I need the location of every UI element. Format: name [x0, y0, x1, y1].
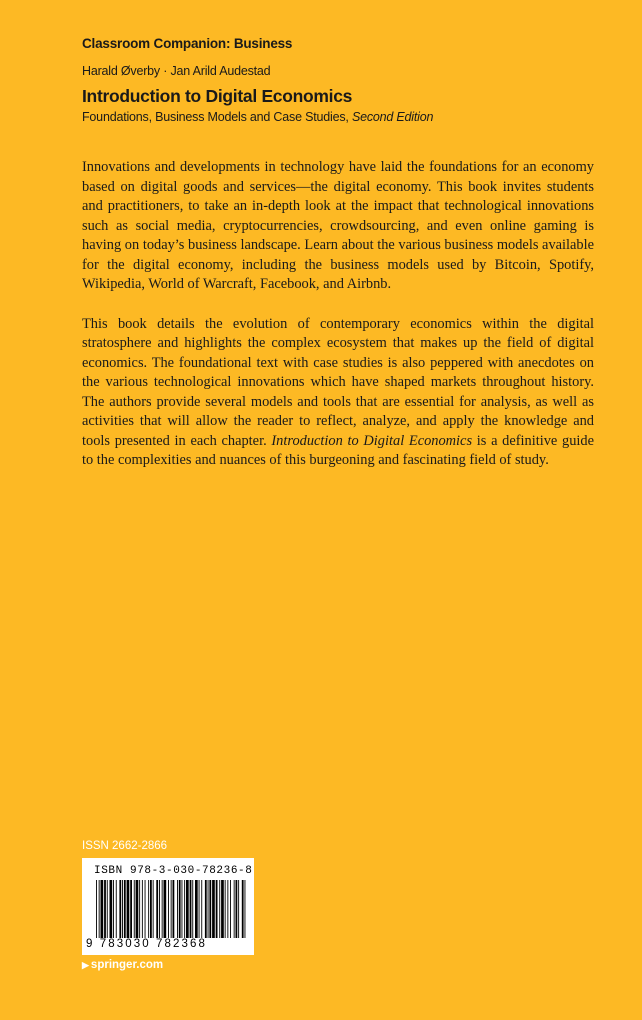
issn: ISSN 2662-2866 — [82, 840, 168, 852]
barcode-bars — [96, 880, 246, 938]
paragraph-2-end: is a definitive guide to the complexities and nuances of this burgeoning and fascinating field of study. — [82, 432, 594, 468]
blurb — [82, 158, 594, 491]
blurb-paragraph-2 — [82, 315, 594, 471]
book-title: Introduction to Digital Economics — [82, 86, 353, 106]
edition: Second Edition — [351, 110, 434, 124]
barcode-digits: 9 783030 782368 — [86, 938, 208, 950]
title-reference: Introduction to Digital Economics — [271, 432, 473, 449]
website-label: springer.com — [90, 959, 164, 971]
barcode — [82, 858, 254, 955]
blurb-paragraph-1: Innovations and developments in technology have laid the foundations for an economy based on digital goods and services—the digital economy. This book invites students and practitioners, to take an in-depth look at the impact that technological innovations such as social media, cryptocurrencies, crowdsourcing, and even online gaming is having on today’s business landscape. Learn about the various business models available for the digital economy, including the business models used by Bitcoin, Spotify, Wikipedia, World of Warcraft, Facebook, and Airbnb. — [82, 159, 594, 292]
publisher-website[interactable] — [82, 959, 163, 971]
paragraph-2-start: This book details the evolution of contemporary economics within the digital stratosphere and highlights the complex ecosystem that makes up the field of digital economics. The foundational text with case studies is also peppered with anecdotes on the various technological innovations which have shaped markets throughout history. The authors provide several models and tools that are essential for analysis, as well as activities that will allow the reader to reflect, analyze, and apply the knowledge and tools presented in each chapter. — [82, 315, 594, 449]
authors: Harald Øverby · Jan Arild Audestad — [82, 64, 271, 78]
book-subtitle — [82, 110, 433, 124]
isbn-label: ISBN 978-3-030-78236-8 — [94, 865, 253, 877]
arrow-icon: ▶ — [82, 960, 89, 970]
series-name: Classroom Companion: Business — [82, 36, 293, 51]
subtitle-main: Foundations, Business Models and Case Studies, — [82, 110, 352, 124]
